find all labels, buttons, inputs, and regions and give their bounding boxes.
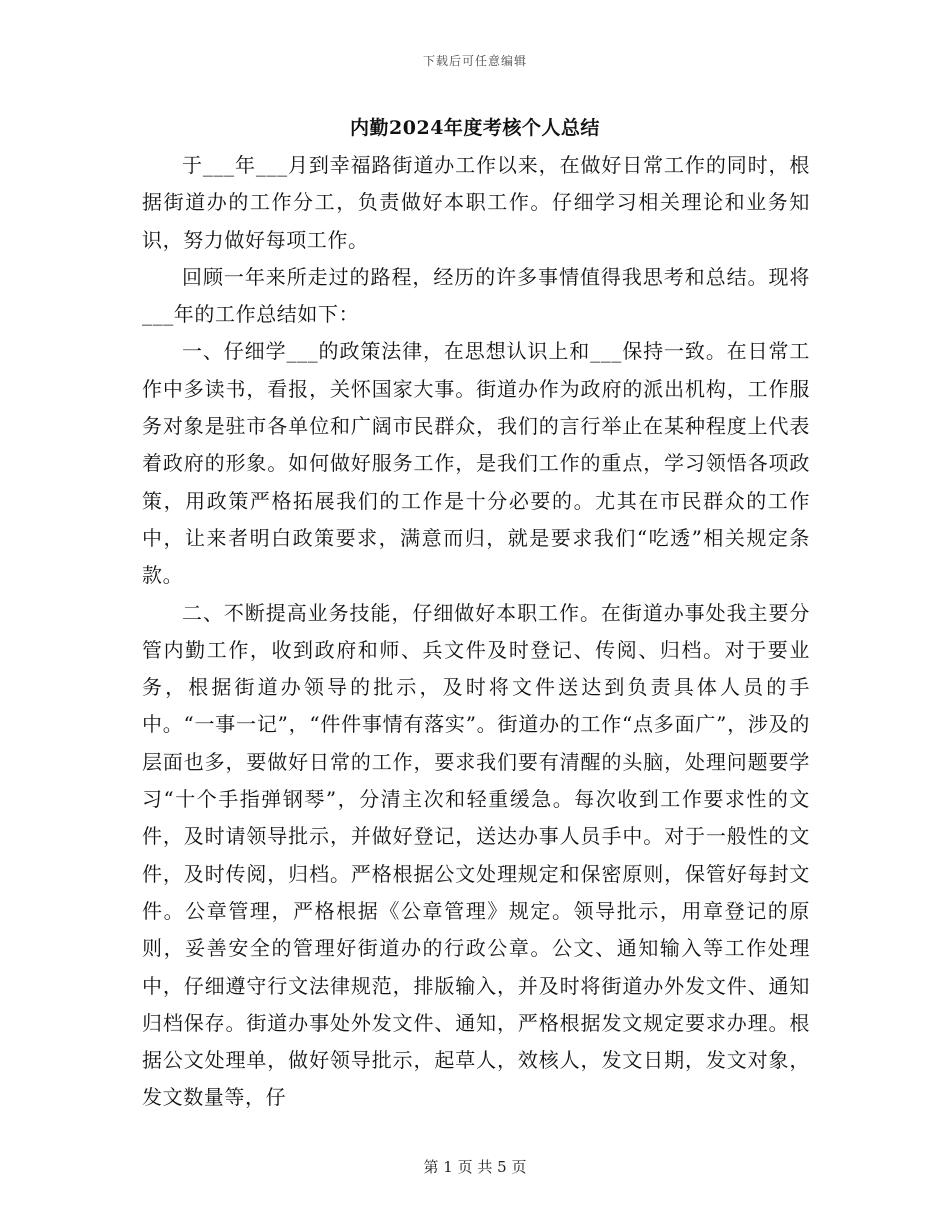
document-body [142, 147, 810, 1117]
page-header-note: 下载后可任意编辑 [422, 54, 527, 68]
paragraph-review: 回顾一年来所走过的路程，经历的许多事情值得我思考和总结。现将___年的工作总结如下： [142, 264, 810, 327]
page-number-footer: 第 1 页 共 5 页 [423, 1158, 527, 1176]
document-title: 内勤2024年度考核个人总结 [350, 117, 600, 139]
paragraph-intro: 于___年___月到幸福路街道办工作以来，在做好日常工作的同时，根据街道办的工作分工，负责做好本职工作。仔细学习相关理论和业务知识，努力做好每项工作。 [142, 153, 810, 252]
paragraph-section-two: 二、不断提高业务技能，仔细做好本职工作。在街道办事处我主要分管内勤工作，收到政府和师、兵文件及时登记、传阅、归档。对于要业务，根据街道办领导的批示，及时将文件送达到负责具体人员的手中。“一事一记”，“件件事情有落实”。街道办的工作“点多面广”，涉及的层面也多，要做好日常的工作，要求我们要有清醒的头脑，处理问题要学习“十个手指弹钢琴”，分清主次和轻重缓急。每次收到工作要求性的文件，及时请领导批示，并做好登记，送达办事人员手中。对于一般性的文件，及时传阅，归档。严格根据公文处理规定和保密原则，保管好每封文件。公章管理，严格根据《公章管理》规定。领导批示，用章登记的原则，妥善安全的管理好街道办的行政公章。公文、通知输入等工作处理中，仔细遵守行文法律规范，排版输入，并及时将街道办外发文件、通知归档保存。街道办事处外发文件、通知，严格根据发文规定要求办理。根据公文处理单，做好领导批示，起草人，效核人，发文日期，发文对象，发文数量等，仔 [142, 600, 810, 1110]
paragraph-section-one: 一、仔细学___的政策法律，在思想认识上和___保持一致。在日常工作中多读书，看报，关怀国家大事。街道办作为政府的派出机构，工作服务对象是驻市各单位和广阔市民群众，我们的言行举止在某种程度上代表着政府的形象。如何做好服务工作，是我们工作的重点，学习领悟各项政策，用政策严格拓展我们的工作是十分必要的。尤其在市民群众的工作中，让来者明白政策要求，满意而归，就是要求我们“吃透”相关规定条款。 [142, 339, 810, 588]
